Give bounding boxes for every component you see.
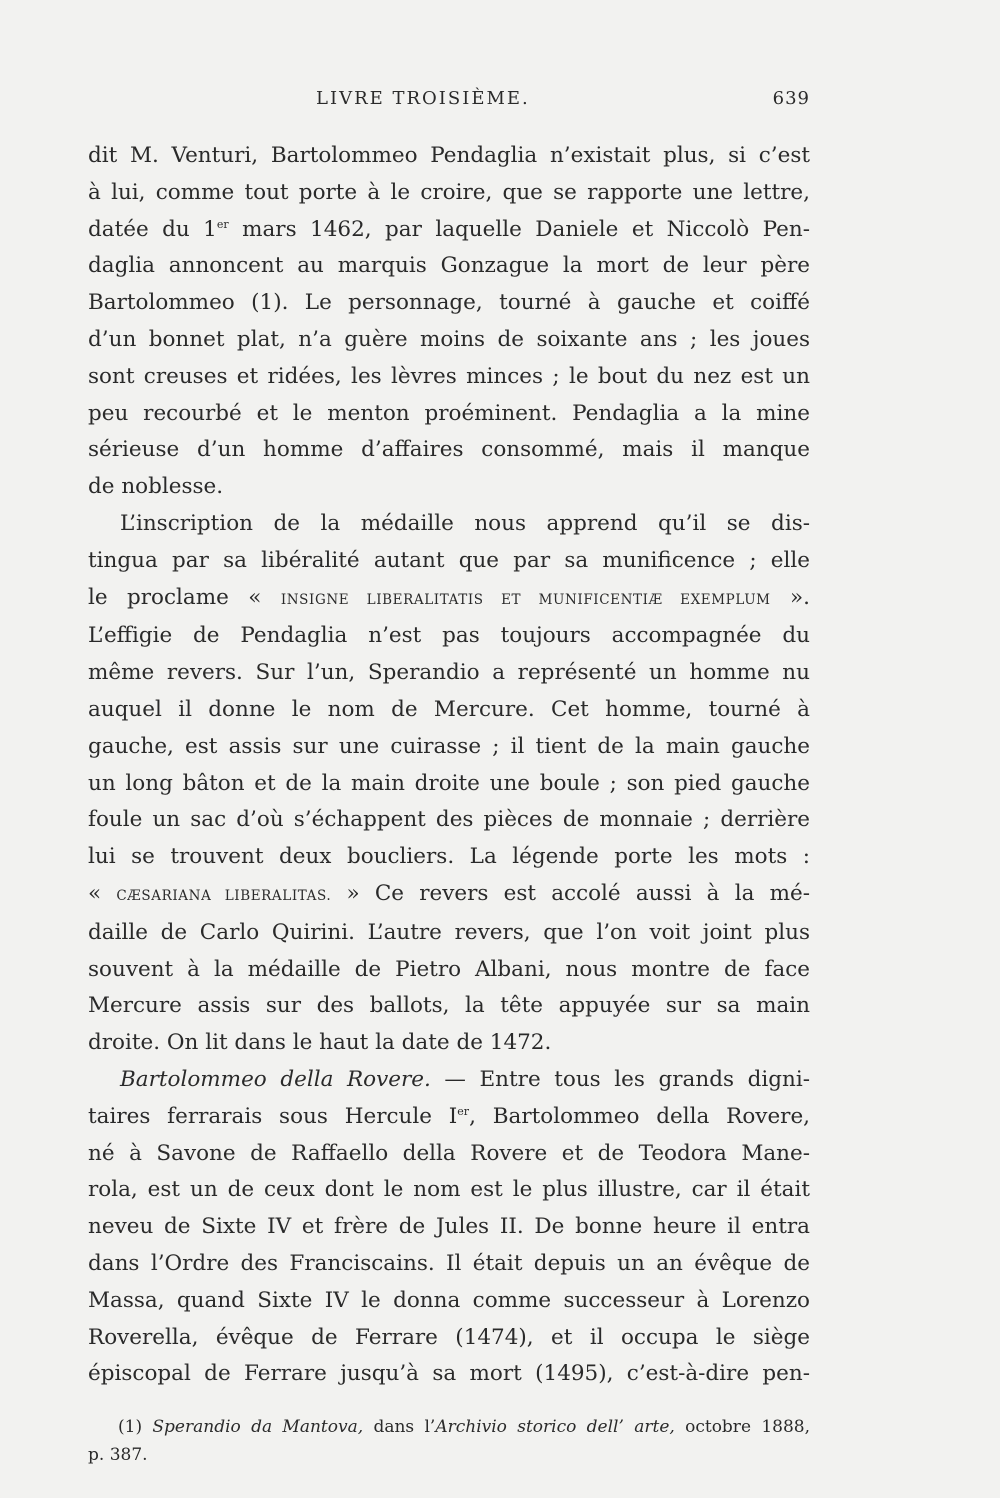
text-line: épiscopal de Ferrare jusqu’à sa mort (1495), c’est-à-dire pen- [88,1361,810,1387]
text-line: même revers. Sur l’un, Sperandio a représenté un homme nu [88,660,810,686]
text-line: « CÆSARIANA LIBERALITAS. » Ce revers est accolé aussi à la mé- [88,880,810,906]
footnote-line: p. 387. [88,1445,148,1466]
text-line: auquel il donne le nom de Mercure. Cet homme, tourné à [88,696,810,722]
text-line: taires ferrarais sous Hercule Ier, Bartolommeo della Rovere, [88,1103,810,1129]
text-line: foule un sac d’où s’échappent des pièces de monnaie ; derrière [88,807,810,833]
text-line: d’un bonnet plat, n’a guère moins de soixante ans ; les joues [88,326,810,352]
text-line: le proclame « INSIGNE LIBERALITATIS ET MUNIFICENTIÆ EXEMPLUM ». [88,584,811,610]
text-line: droite. On lit dans le haut la date de 1472. [88,1030,552,1056]
text-line: tingua par sa libéralité autant que par sa munificence ; elle [88,547,810,573]
text-line: dit M. Venturi, Bartolommeo Pendaglia n’existait plus, si c’est [88,143,810,168]
text-line: Massa, quand Sixte IV le donna comme successeur à Lorenzo [88,1287,810,1313]
text-line: souvent à la médaille de Pietro Albani, nous montre de face [88,956,810,982]
book-page [88,88,810,1469]
text-line: sérieuse d’un homme d’affaires consommé, mais il manque [88,437,810,463]
text-line: neveu de Sixte IV et frère de Jules II. De bonne heure il entra [88,1214,810,1240]
text-line: gauche, est assis sur une cuirasse ; il tient de la main gauche [88,733,810,759]
text-line: daille de Carlo Quirini. L’autre revers, que l’on voit joint plus [88,919,810,945]
text-line: Mercure assis sur des ballots, la tête appuyée sur sa main [88,993,810,1019]
text-line: dans l’Ordre des Franciscains. Il était depuis un an évêque de [88,1250,810,1276]
text-line: lui se trouvent deux boucliers. La légende porte les mots : [88,844,810,870]
text-line: à lui, comme tout porte à le croire, que se rapporte une lettre, [88,179,810,205]
footnotes [88,1413,810,1469]
running-title: LIVRE TROISIÈME. [316,88,530,109]
text-line: Bartolommeo (1). Le personnage, tourné à gauche et coiffé [88,290,810,316]
page-number: 639 [772,88,810,109]
text-line: un long bâton et de la main droite une boule ; son pied gauche [88,770,810,796]
text-line: rola, est un de ceux dont le nom est le plus illustre, car il était [88,1177,810,1203]
text-line: L’inscription de la médaille nous apprend qu’il se dis- [120,510,810,536]
text-line: né à Savone de Raffaello della Rovere et de Teodora Mane- [88,1140,810,1166]
footnote-line: (1) Sperandio da Mantova, dans l’Archivio storico dell’ arte, octobre 1888, [118,1417,810,1438]
body-text [88,138,810,1393]
text-line: Roverella, évêque de Ferrare (1474), et il occupa le siège [88,1324,810,1350]
text-line: de noblesse. [88,474,224,500]
text-line: sont creuses et ridées, les lèvres minces ; le bout du nez est un [88,363,810,389]
running-head [88,88,810,118]
text-line: Bartolommeo della Rovere. — Entre tous les grands digni- [120,1066,810,1092]
medal-inscription: INSIGNE LIBERALITATIS ET MUNIFICENTIÆ EXEMPLUM [280,591,771,608]
text-line: L’effigie de Pendaglia n’est pas toujours accompagnée du [88,623,810,649]
text-line: datée du 1er mars 1462, par laquelle Daniele et Niccolò Pen- [88,216,810,242]
text-line: peu recourbé et le menton proéminent. Pendaglia a la mine [88,400,810,426]
text-line: daglia annoncent au marquis Gonzague la mort de leur père [88,253,810,279]
section-title: Bartolommeo della Rovere. [120,1066,431,1092]
medal-legend: CÆSARIANA LIBERALITAS. [116,887,332,904]
